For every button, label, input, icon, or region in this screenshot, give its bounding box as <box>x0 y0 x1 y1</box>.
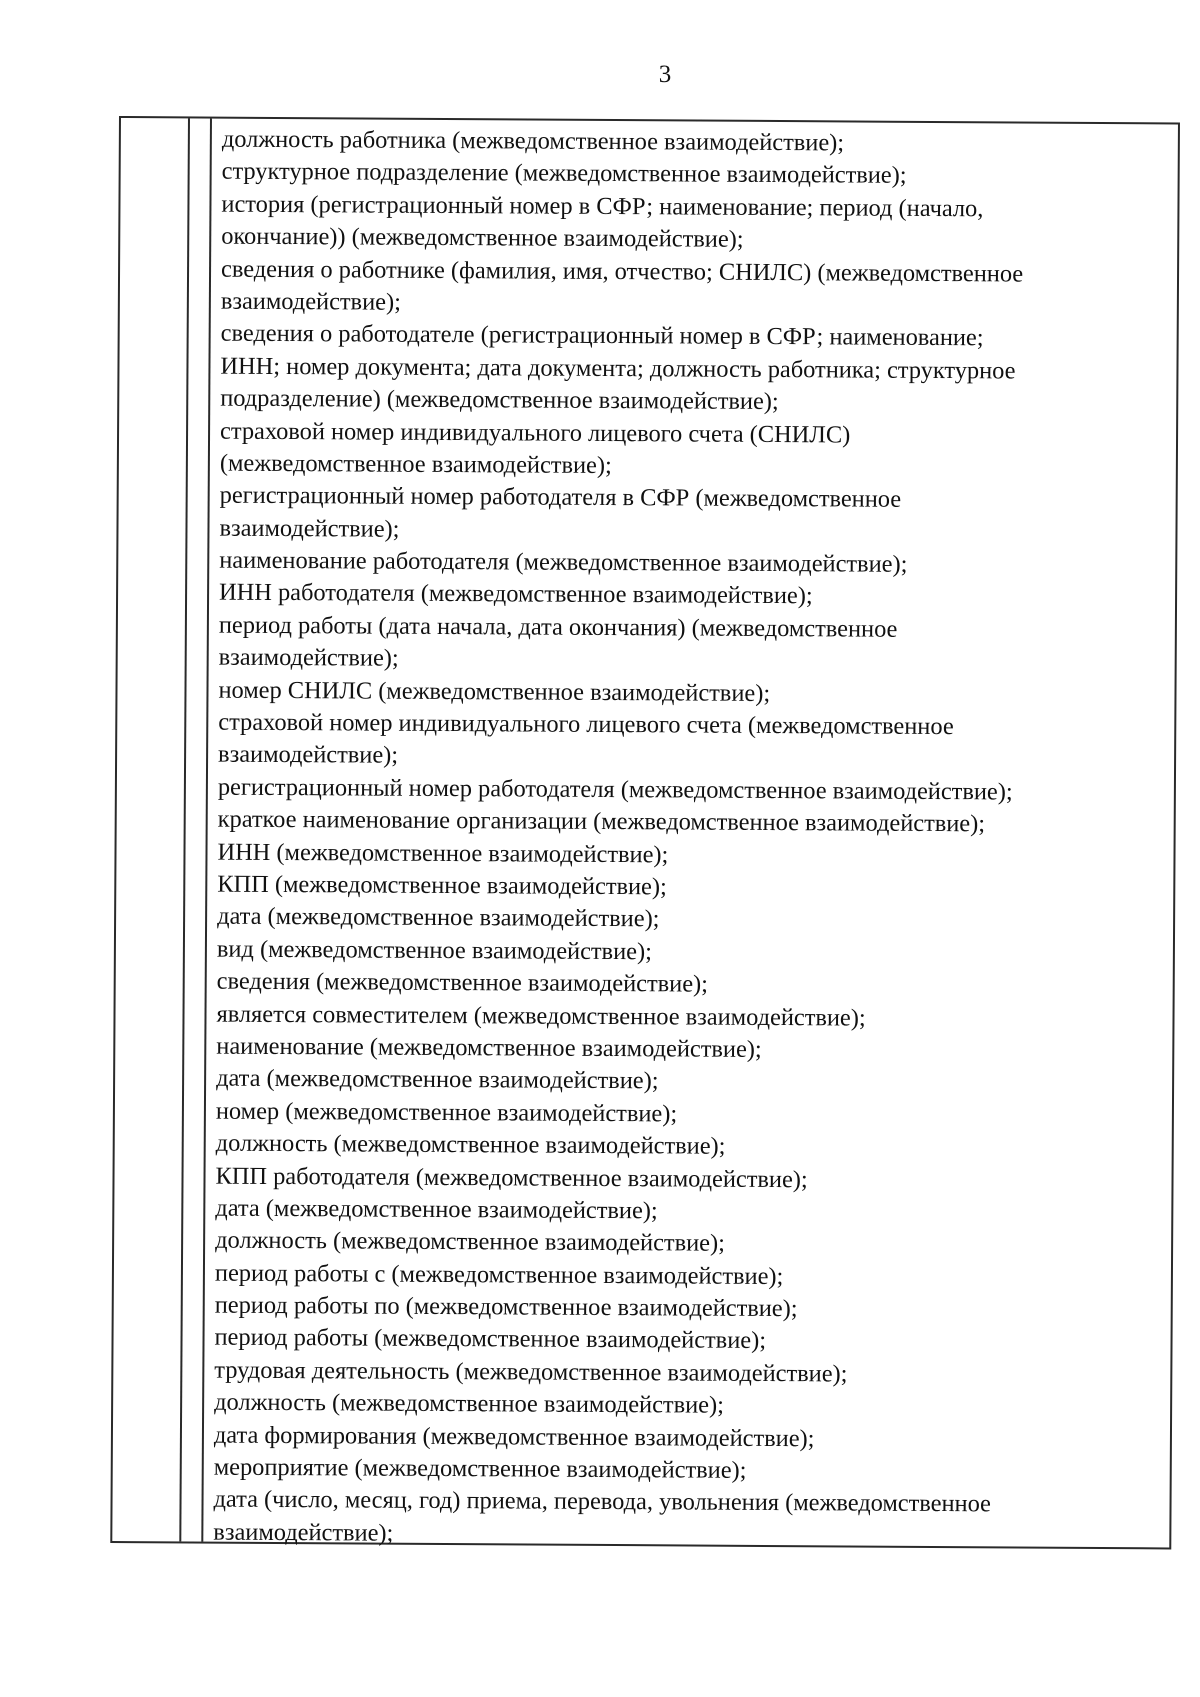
text-line: взаимодействие); <box>218 741 399 770</box>
text-line: (межведомственное взаимодействие); <box>219 449 612 479</box>
text-line: сведения о работодателе (регистрационный номер в СФР; наименование; <box>220 319 984 352</box>
text-line: должность (межведомственное взаимодействие); <box>215 1129 726 1160</box>
text-line: страховой номер индивидуального лицевого счета (СНИЛС) <box>219 417 851 448</box>
table-text-cell <box>213 124 1167 1555</box>
text-line: история (регистрационный номер в СФР; наименование; период (начало, <box>221 190 984 223</box>
text-line: наименование работодателя (межведомственное взаимодействие); <box>219 546 908 578</box>
text-line: КПП работодателя (межведомственное взаимодействие); <box>215 1162 808 1193</box>
text-line: ИНН работодателя (межведомственное взаимодействие); <box>219 579 813 610</box>
text-line: дата формирования (межведомственное взаимодействие); <box>213 1421 815 1452</box>
table-column-divider <box>201 119 212 1542</box>
text-line: сведения о работнике (фамилия, имя, отчество; СНИЛС) (межведомственное <box>220 255 1024 288</box>
text-line: подразделение) (межведомственное взаимодействие); <box>220 384 779 416</box>
text-line: взаимодействие); <box>213 1518 394 1547</box>
text-line: взаимодействие); <box>218 643 399 672</box>
text-line: сведения (межведомственное взаимодействие); <box>216 967 709 998</box>
text-line: взаимодействие); <box>220 287 401 316</box>
text-line: структурное подразделение (межведомственное взаимодействие); <box>221 158 907 190</box>
text-line: окончание)) (межведомственное взаимодействие); <box>221 222 744 253</box>
text-line: дата (межведомственное взаимодействие); <box>215 1194 658 1225</box>
text-line: страховой номер индивидуального лицевого счета (межведомственное <box>218 708 954 741</box>
text-line: регистрационный номер работодателя (межведомственное взаимодействие); <box>217 773 1013 806</box>
text-line: период работы по (межведомственное взаимодействие); <box>214 1291 798 1323</box>
text-line: дата (межведомственное взаимодействие); <box>217 902 660 933</box>
text-line: краткое наименование организации (межведомственное взаимодействие); <box>217 805 986 838</box>
text-line: период работы с (межведомственное взаимодействие); <box>214 1259 784 1290</box>
text-line: период работы (дата начала, дата окончания) (межведомственное <box>218 611 898 643</box>
text-line: ИНН; номер документа; дата документа; должность работника; структурное <box>220 352 1016 385</box>
document-table <box>110 116 1180 1549</box>
text-line: КПП (межведомственное взаимодействие); <box>217 870 667 901</box>
text-line: номер (межведомственное взаимодействие); <box>215 1097 678 1128</box>
text-line: ИНН (межведомственное взаимодействие); <box>217 838 669 868</box>
text-line: дата (число, месяц, год) приема, перевода, увольнения (межведомственное <box>213 1486 992 1518</box>
text-line: наименование (межведомственное взаимодействие); <box>216 1032 762 1063</box>
text-line: должность (межведомственное взаимодействие); <box>215 1226 726 1258</box>
text-line: мероприятие (межведомственное взаимодействие); <box>213 1453 747 1484</box>
text-line: взаимодействие); <box>219 514 400 543</box>
text-line: должность работника (межведомственное взаимодействие); <box>221 125 845 157</box>
text-line: трудовая деятельность (межведомственное взаимодействие); <box>214 1356 848 1388</box>
table-column-divider <box>179 118 190 1541</box>
text-line: регистрационный номер работодателя в СФР (межведомственное <box>219 481 902 514</box>
text-line: номер СНИЛС (межведомственное взаимодействие); <box>218 676 771 707</box>
text-line: является совместителем (межведомственное взаимодействие); <box>216 1000 866 1032</box>
text-line: период работы (межведомственное взаимодействие); <box>214 1324 767 1355</box>
text-line: вид (межведомственное взаимодействие); <box>216 935 652 966</box>
text-line: должность (межведомственное взаимодействие); <box>214 1388 725 1419</box>
text-line: дата (межведомственное взаимодействие); <box>216 1064 659 1095</box>
page-number: 3 <box>658 61 672 88</box>
